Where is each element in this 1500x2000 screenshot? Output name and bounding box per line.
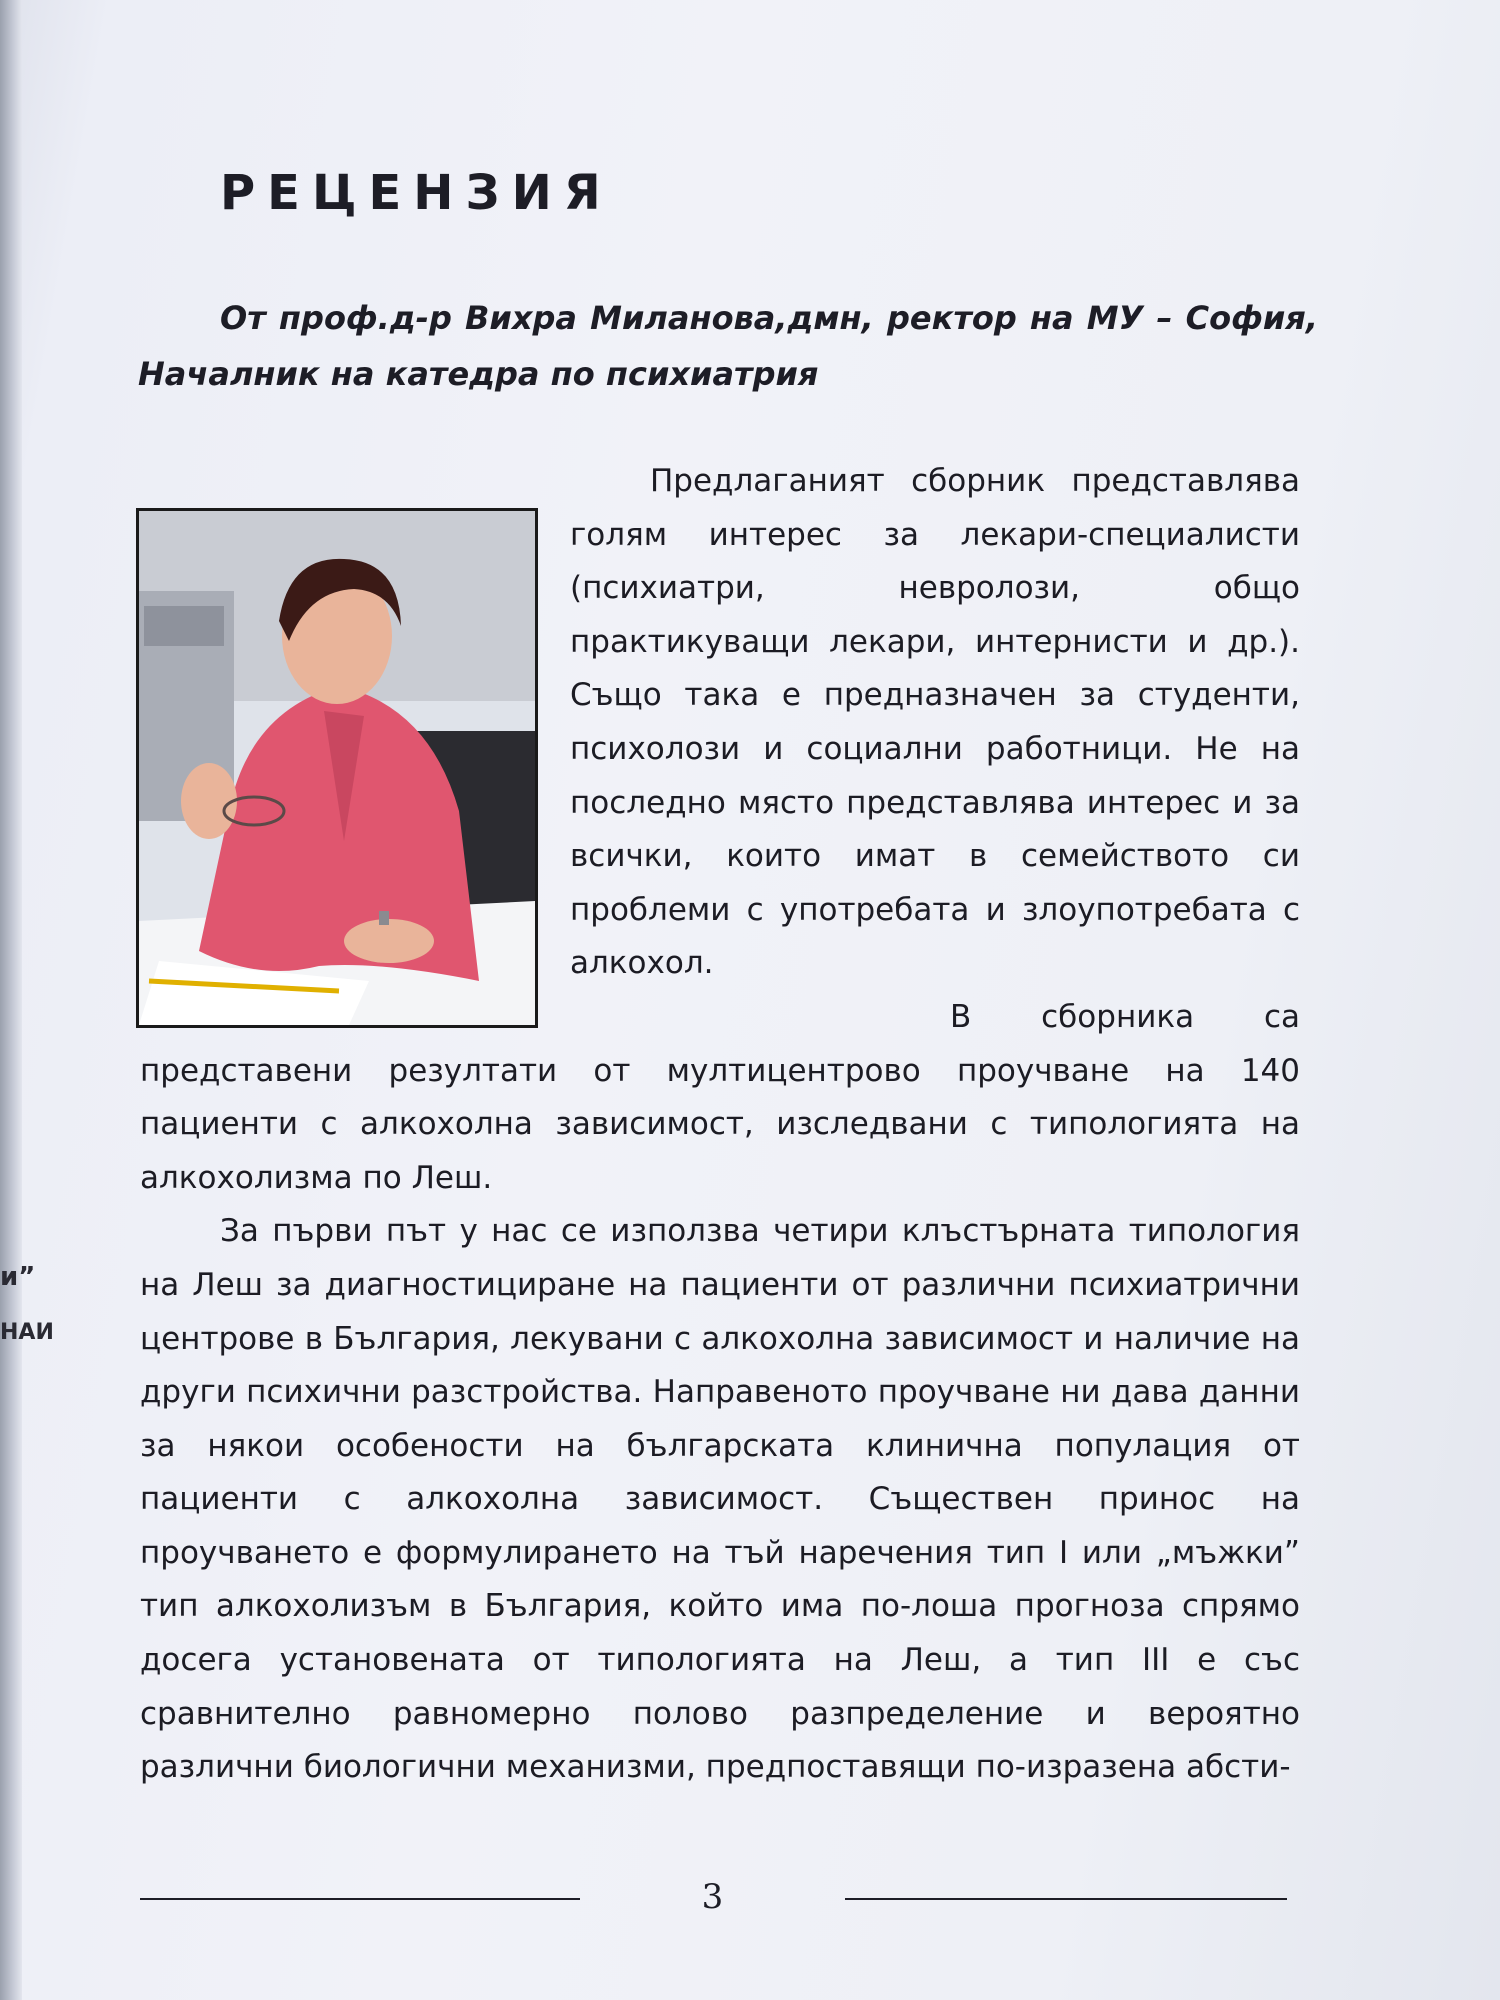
- paragraph: За първи път у нас се използва четири клъстърната типология на Леш за диагностициране на пациенти от различни психиатрични центрове в България, лекувани с алкохолна зависимост и наличие на други психични разстройства. Направеното проучване ни дава данни за някои особености на българската клинична популация от пациенти с алкохолна зависимост. Съществен принос на проучването е формулирането на тъй наречения тип I или „мъжки” тип алкохолизъм в България, който има по-лоша прогноза спрямо досега установената от типологията на Леш, а тип III е със сравнително равномерно полово разпределение и вероятно различни биологични механизми, предпоставящи по-изразена абсти-: [140, 1213, 1300, 1786]
- footer-rule-left: [140, 1898, 580, 1900]
- paragraph: Предлаганият сборник представлява голям интерес за лекари-специалисти (психиатри, невролози, общо практикуващи лекари, интернисти и др.). Също така е предназначен за студенти, психолози и социални работници. Не на последно място представлява интерес и за всички, които имат в семейството си проблеми с употребата и злоупотребата с алкохол.: [140, 455, 1300, 991]
- author-portrait-photo: [136, 508, 538, 1028]
- review-body: [140, 455, 1300, 1795]
- page-title: РЕЦЕНЗИЯ: [220, 165, 613, 221]
- paragraph: В сборника са представени резултати от мултицентрово проучване на 140 пациенти с алкохолна зависимост, изследвани с типологията на алкохолизма по Леш.: [140, 998, 1300, 1196]
- edge-text-fragment: и”: [0, 1262, 36, 1292]
- review-author-line: От проф.д-р Вихра Миланова,дмн, ректор на МУ – София, Началник на катедра по психиатрия: [138, 299, 1318, 393]
- edge-text-fragment: НАИ: [0, 1320, 54, 1345]
- footer-rule-right: [845, 1898, 1287, 1900]
- facing-page-edge: [0, 0, 22, 2000]
- page-number: 3: [701, 1877, 724, 1917]
